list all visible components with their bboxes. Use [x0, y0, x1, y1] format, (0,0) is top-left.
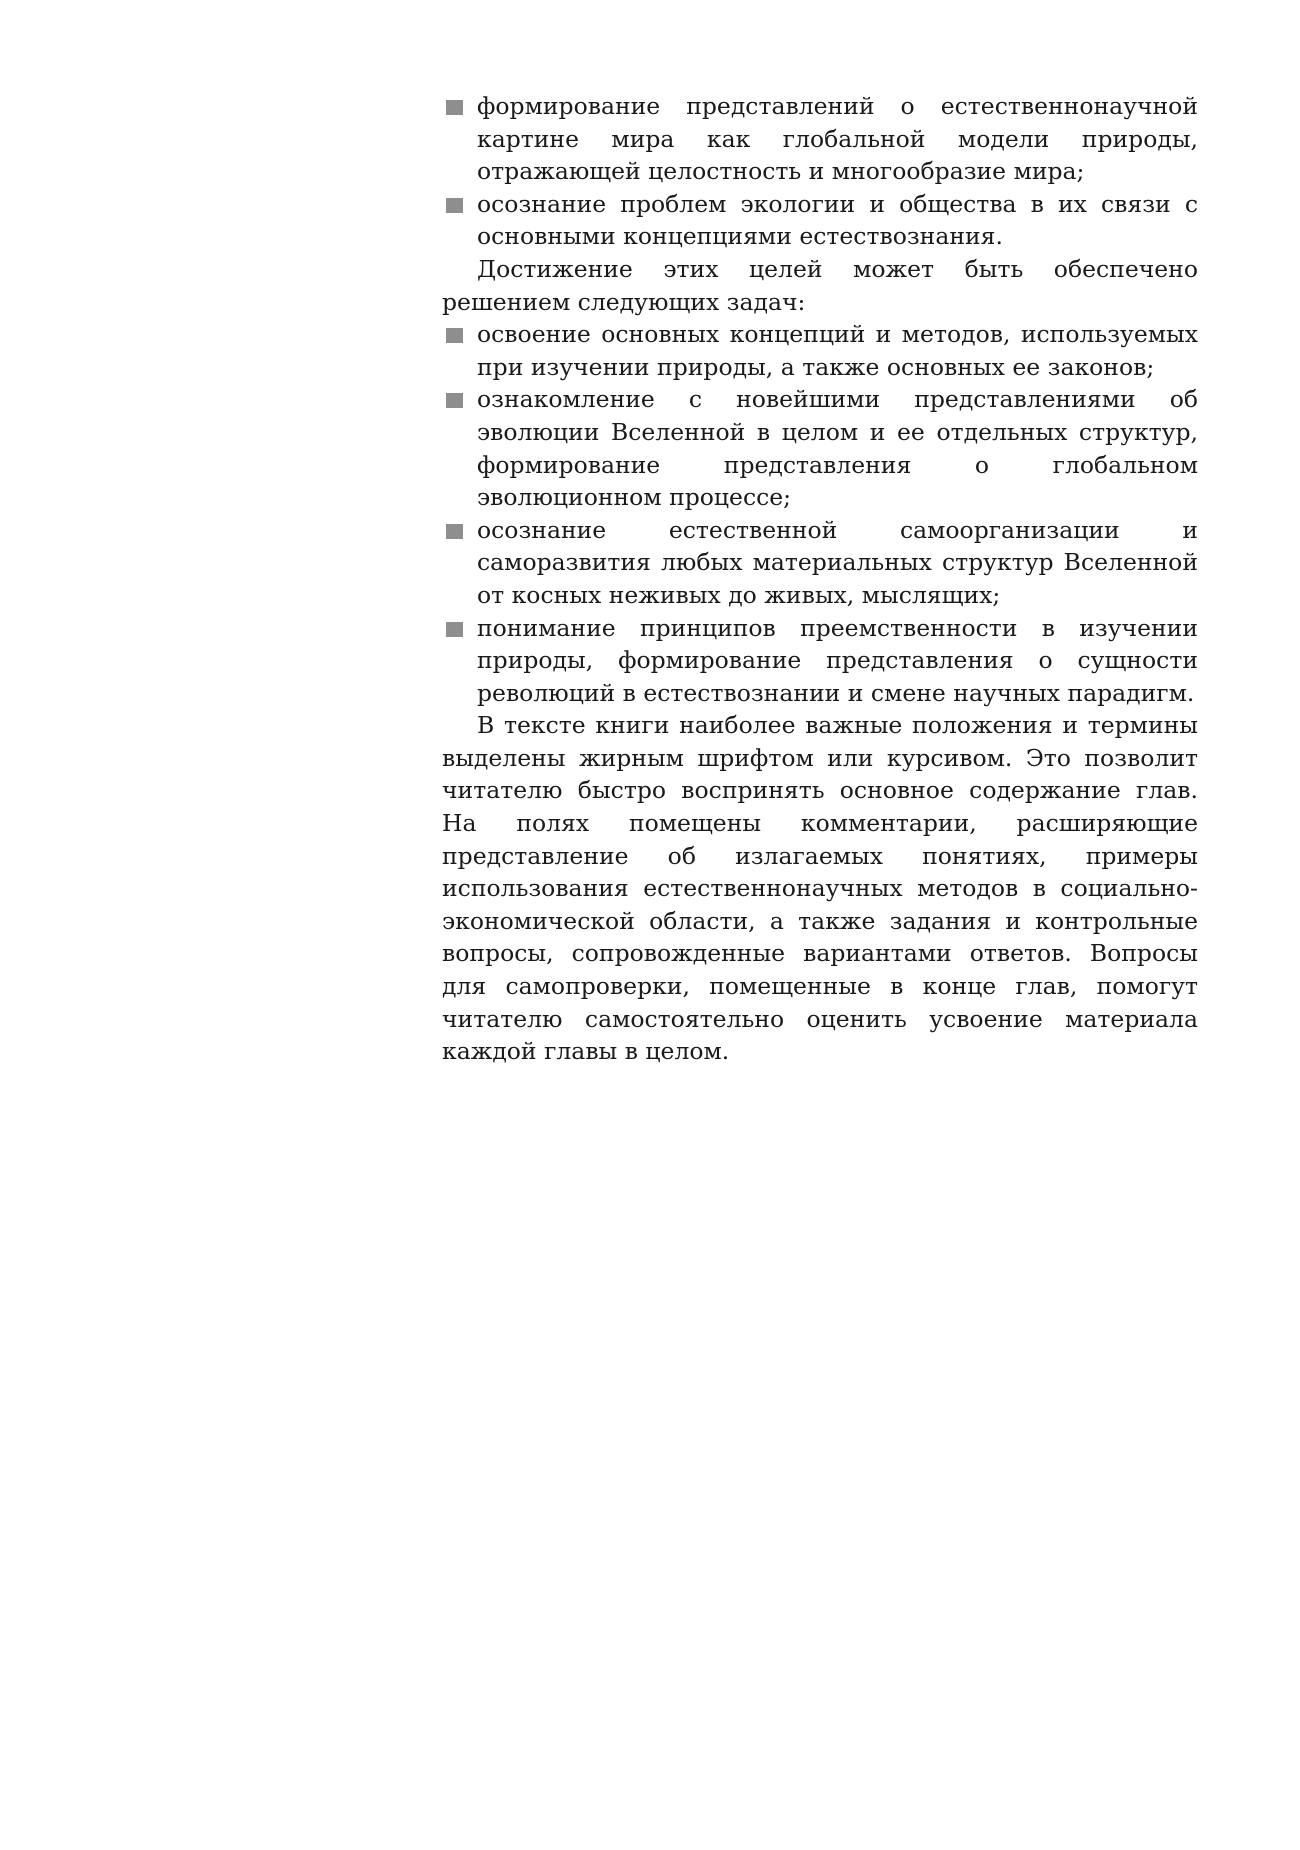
page-body — [442, 90, 1198, 1068]
square-bullet-icon — [446, 393, 463, 408]
list-item-text: формирование представлений о естественнонаучной картине мира как глобальной модели природы, отражающей целостность и многообразие мира; — [477, 92, 1198, 186]
list-item-text: осознание естественной самоорганизации и саморазвития любых материальных структур Вселенной от косных неживых до живых, мыслящих; — [477, 515, 1198, 609]
tasks-intro-paragraph: Достижение этих целей может быть обеспечено решением следующих задач: — [442, 254, 1198, 316]
list-item-text: осознание проблем экологии и общества в их связи с основными концепциями естествознания. — [477, 189, 1198, 251]
square-bullet-icon — [446, 198, 463, 213]
list-item-text: понимание принципов преемственности в изучении природы, формирование представления о сущности революций в естествознании и смене научных парадигм. — [477, 613, 1198, 707]
square-bullet-icon — [446, 622, 463, 637]
tasks-list-item — [442, 383, 1198, 513]
tasks-list-item — [442, 318, 1198, 383]
tasks-list-item — [442, 514, 1198, 612]
closing-paragraph: В тексте книги наиболее важные положения и термины выделены жирным шрифтом или курсивом. Это позволит читателю быстро воспринять основное содержание глав. На полях помещены комментарии, расширяющие представление об излагаемых понятиях, примеры использования естественнонаучных методов в социально-экономической области, а также задания и контрольные вопросы, сопровожденные вариантами ответов. Вопросы для самопроверки, помещенные в конце глав, помогут читателю самостоятельно оценить усвоение материала каждой главы в целом. — [442, 711, 1198, 1066]
square-bullet-icon — [446, 524, 463, 539]
square-bullet-icon — [446, 100, 463, 115]
tasks-list-item — [442, 612, 1198, 710]
goals-list-item — [442, 188, 1198, 253]
list-item-text: освоение основных концепций и методов, используемых при изучении природы, а также основных ее законов; — [477, 320, 1198, 381]
square-bullet-icon — [446, 328, 463, 343]
list-item-text: ознакомление с новейшими представлениями об эволюции Вселенной в целом и ее отдельных структур, формирование представления о глобальном эволюционном процессе; — [477, 385, 1198, 512]
goals-list-item — [442, 90, 1198, 188]
